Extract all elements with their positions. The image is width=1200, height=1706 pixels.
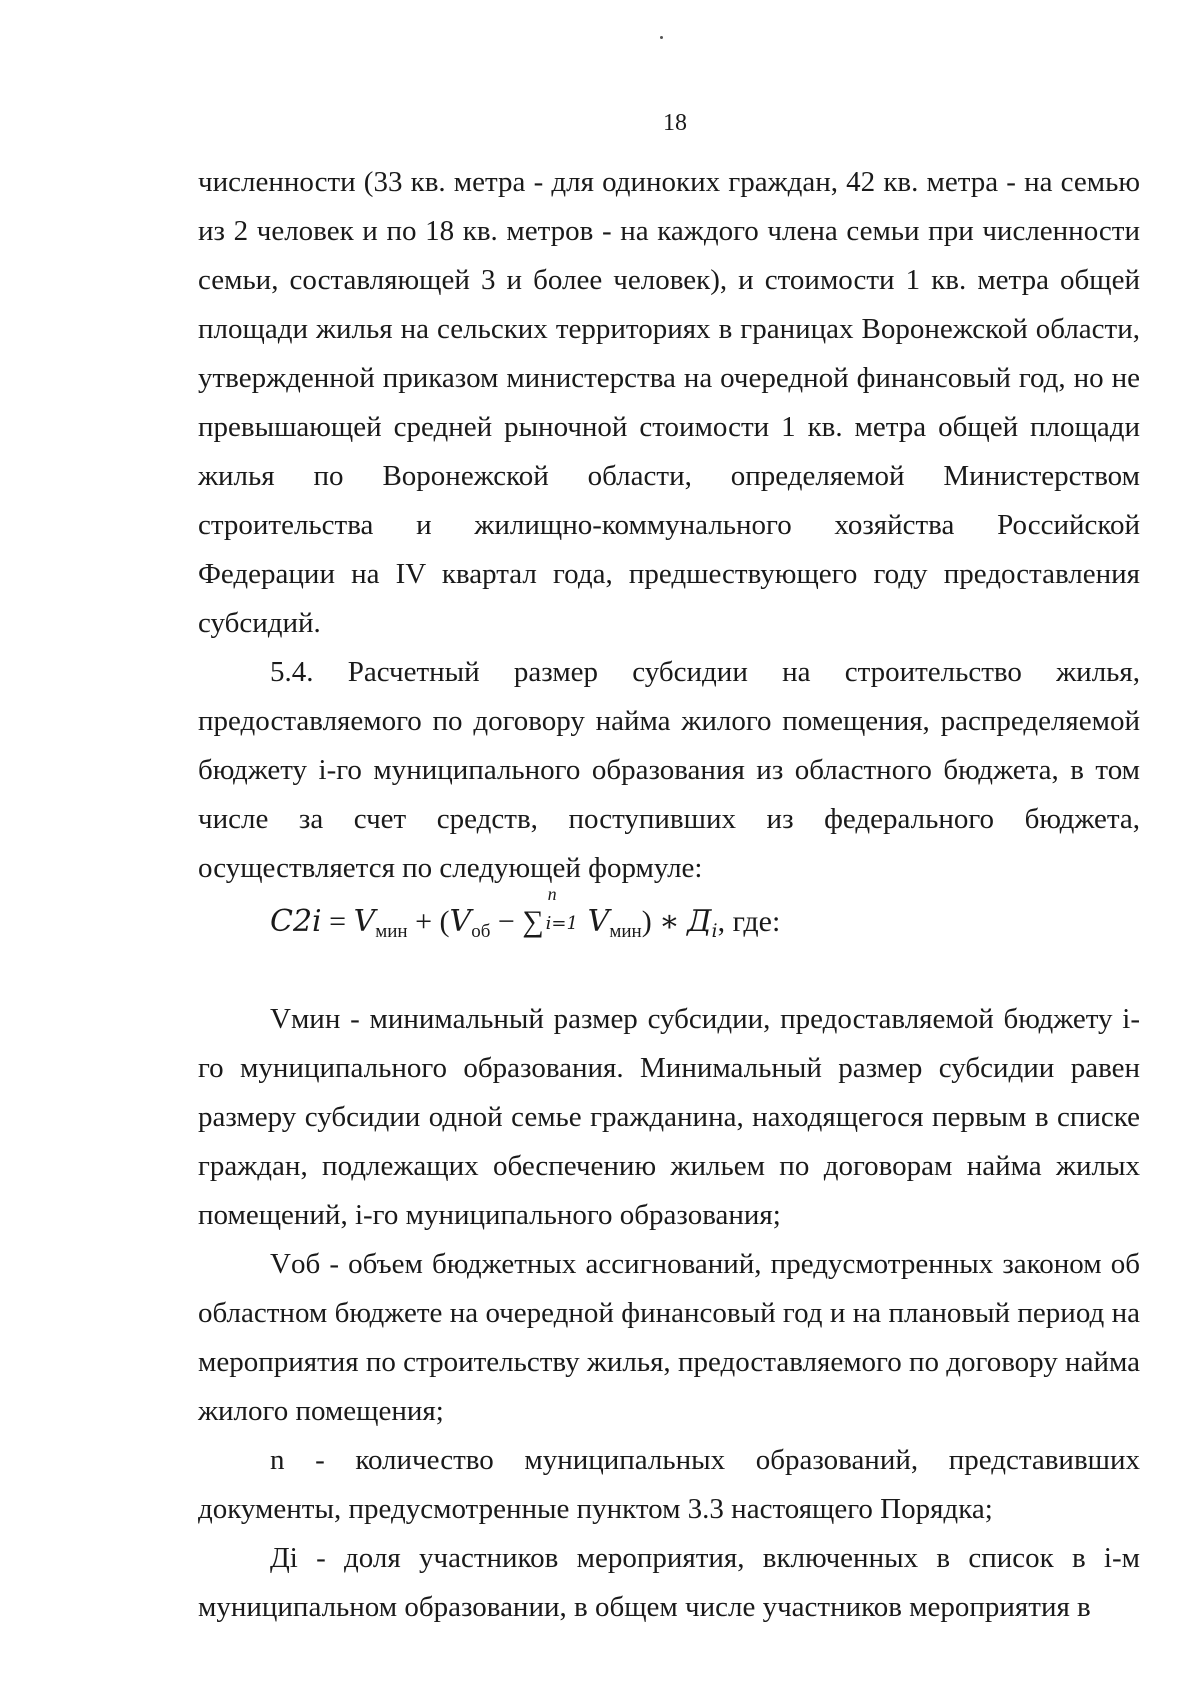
document-body: [198, 158, 1140, 1632]
formula-sum-limits: [544, 884, 588, 934]
formula-d: Д: [687, 904, 712, 939]
formula-sub-min-2: мин: [609, 921, 642, 942]
formula-sub-ob: об: [471, 921, 491, 942]
formula-sum-lower: i=1: [545, 913, 578, 934]
subsidy-formula: [198, 884, 1140, 947]
formula-v-ob: V: [449, 904, 472, 939]
paragraph-continuation: численности (33 кв. метра - для одиноких граждан, 42 кв. метра - на семью из 2 человек и по 18 кв. метров - на каждого члена семьи при численности семьи, составляющей 3 и более человек), и стоимости 1 кв. метра общей площади жилья на сельских территориях в границах Воронежской области, утвержденной приказом министерства на очередной финансовый год, но не превышающей средней рыночной стоимости 1 кв. метра общей площади жилья по Воронежской области, определяемой Министерством строительства и жилищно-коммунального хозяйства Российской Федерации на IV квартал года, предшествующего году предоставления субсидий.: [198, 166, 1140, 639]
definition-d-i: Дi - доля участников мероприятия, включенных в список в i-м муниципальном образовании, в общем числе участников мероприятия в: [198, 1542, 1140, 1623]
blank-line: [198, 947, 1140, 995]
formula-lhs: C2i: [270, 904, 322, 939]
formula-d-sub: i: [711, 920, 718, 942]
formula-sum-upper: n: [547, 884, 557, 904]
formula-v-min-2: V: [587, 904, 610, 939]
paragraph-5-4: 5.4. Расчетный размер субсидии на строительство жилья, предоставляемого по договору найма жилого помещения, распределяемой бюджету i-го муниципального образования из областного бюджета, в том числе за счет средств, поступивших из федерального бюджета, осуществляется по следующей формуле:: [198, 656, 1140, 884]
formula-sum-sign: ∑: [522, 905, 544, 938]
formula-sub-min: мин: [375, 921, 408, 942]
formula-equals: =: [321, 905, 354, 938]
definition-v-min: Vмин - минимальный размер субсидии, предоставляемой бюджету i-го муниципального образования. Минимальный размер субсидии равен размеру субсидии одной семье гражданина, находящегося первым в списке граждан, подлежащих обеспечению жильем по договорам найма жилых помещений, i-го муниципального образования;: [198, 1003, 1140, 1231]
formula-v-min: V: [353, 904, 376, 939]
scan-speck: [660, 36, 663, 39]
definition-v-ob: Vоб - объем бюджетных ассигнований, предусмотренных законом об областном бюджете на очередной финансовый год и на плановый период на мероприятия по строительству жилья, предоставляемого по договору найма жилого помещения;: [198, 1248, 1140, 1427]
page-number: 18: [663, 110, 687, 136]
formula-close-times: ) ∗: [641, 905, 688, 938]
formula-plus-open: + (: [407, 905, 450, 938]
formula-tail: , где:: [717, 905, 781, 938]
definition-n: n - количество муниципальных образований, представивших документы, предусмотренные пунктом 3.3 настоящего Порядка;: [198, 1444, 1140, 1525]
formula-minus: −: [490, 905, 523, 938]
